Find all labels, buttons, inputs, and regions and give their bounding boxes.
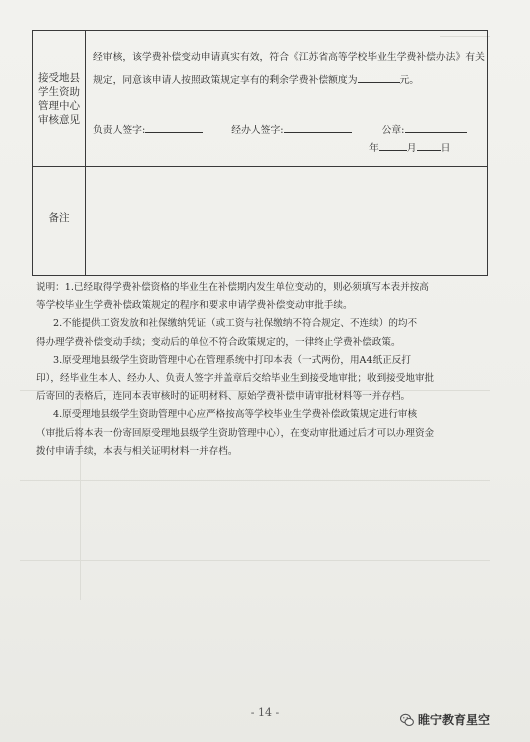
note-line: （审批后将本表一份寄回原受理地县级学生资助管理中心），在变动审批通过后才可以办理资金 <box>36 427 435 439</box>
note-line: 拨付申请手续，本表与相关证明材料一并存档。 <box>36 445 238 457</box>
signer-signature-blank[interactable] <box>145 121 203 133</box>
wechat-icon <box>400 713 414 727</box>
page-number: - 14 - <box>250 706 280 719</box>
remarks-label: 备注 <box>48 212 70 224</box>
review-form-table <box>32 30 488 276</box>
bleed-through-line <box>20 480 490 481</box>
day-blank[interactable] <box>417 139 441 151</box>
day-label: 日 <box>440 143 451 154</box>
note-line: 印），经毕业生本人、经办人、负责人签字并盖章后交给毕业生到接受地审批；收到接受地审批 <box>36 373 435 385</box>
review-label <box>33 71 85 127</box>
bleed-through-line <box>20 560 490 561</box>
table-divider <box>33 166 487 167</box>
table-divider <box>85 31 86 275</box>
note-line: 等学校毕业生学费补偿政策规定的程序和要求申请学费补偿变动审批手续。 <box>36 300 353 312</box>
instructions-notes <box>36 279 496 461</box>
date-row <box>369 139 450 156</box>
watermark-text: 睢宁教育星空 <box>418 713 491 727</box>
review-label-line: 管理中心 <box>38 100 80 112</box>
signature-row <box>93 121 467 138</box>
seal-label: 公章: <box>381 125 405 136</box>
note-line: 得办理学费补偿变动手续；变动后的单位不符合政策规定的，一律终止学费补偿政策。 <box>36 336 401 348</box>
handler-signature-blank[interactable] <box>284 121 352 133</box>
handler-label: 经办人签字: <box>231 125 284 136</box>
signer-label: 负责人签字: <box>93 125 146 136</box>
note-line: 后寄回的表格后，连同本表审核时的证明材料、原始学费补偿申请审批材料等一并存档。 <box>36 391 411 403</box>
month-label: 月 <box>406 143 417 154</box>
review-text-prefix: 规定，同意该申请人按照政策规定享有的剩余学费补偿额度为 <box>93 75 358 86</box>
month-blank[interactable] <box>379 139 407 151</box>
year-label: 年 <box>369 143 379 154</box>
note-line: 3.原受理地县级学生资助管理中心在管理系统中打印本表（一式两份，用A4纸正反打 <box>53 354 411 366</box>
note-line: 说明：1.已经取得学费补偿资格的毕业生在补偿期内发生单位变动的，则必须填写本表并按高 <box>36 282 429 293</box>
review-label-line: 接受地县 <box>38 72 80 84</box>
amount-blank[interactable] <box>358 71 400 83</box>
note-line: 4.原受理地县级学生资助管理中心应严格按高等学校毕业生学费补偿政策规定进行审核 <box>53 409 418 421</box>
review-text-line-2 <box>93 71 419 88</box>
review-label-line: 审核意见 <box>38 114 80 126</box>
review-label-line: 学生资助 <box>38 86 80 98</box>
seal-blank[interactable] <box>405 121 467 133</box>
watermark <box>400 711 490 728</box>
review-text-suffix: 元。 <box>399 75 420 86</box>
review-text-line-1: 经审核，该学费补偿变动申请真实有效，符合《江苏省高等学校毕业生学费补偿办法》有关 <box>93 52 485 63</box>
note-line: 2.不能提供工资发放和社保缴纳凭证（或工资与社保缴纳不符合规定、不连续）的均不 <box>53 318 418 330</box>
